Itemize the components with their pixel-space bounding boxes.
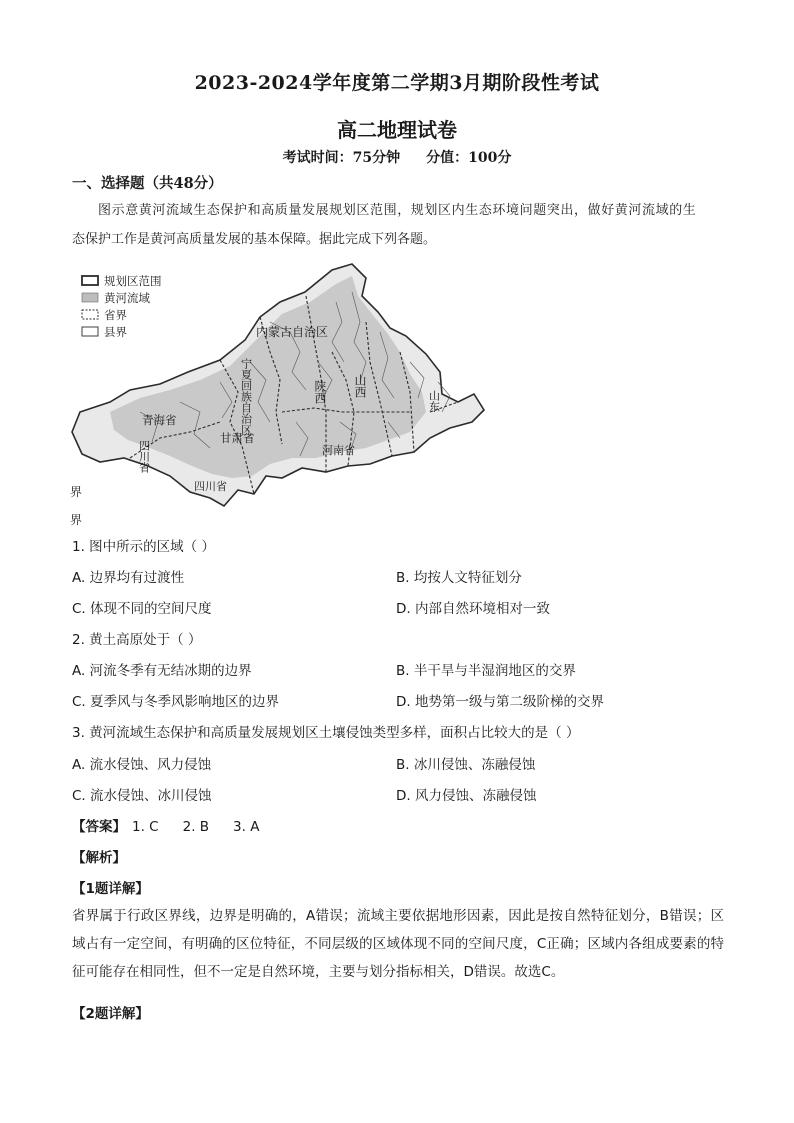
exam-time: 考试时间：75分钟 — [282, 150, 401, 166]
section-title: 一、选择题（共48分） — [72, 175, 223, 192]
answer-2: 2. B — [182, 819, 210, 835]
legend-province: 省界 — [104, 308, 127, 322]
legend-planning-region: 规划区范围 — [104, 274, 162, 288]
label-ningxia: 宁夏回族自治区 — [239, 358, 253, 435]
question-1-option-d[interactable]: D. 内部自然环境相对一致 — [396, 601, 550, 617]
answer-1: 1. C — [132, 819, 159, 835]
intro-line-2: 态保护工作是黄河高质量发展的基本保障。据此完成下列各题。 — [72, 232, 437, 247]
legend-symbol-basin — [82, 293, 98, 302]
answer-3: 3. A — [233, 819, 260, 835]
answer-label: 【答案】 — [72, 819, 126, 835]
question-3-option-b[interactable]: B. 冰川侵蚀、冻融侵蚀 — [396, 757, 536, 773]
label-qinghai: 青海省 — [142, 413, 177, 427]
legend-symbol-province — [82, 310, 98, 319]
label-henan: 河南省 — [322, 444, 355, 457]
question-3-option-a[interactable]: A. 流水侵蚀、风力侵蚀 — [72, 757, 212, 773]
detail-2-label: 【2题详解】 — [72, 1006, 149, 1022]
question-1-option-b[interactable]: B. 均按人文特征划分 — [396, 570, 522, 586]
label-neimenggu: 内蒙古自治区 — [256, 325, 329, 339]
map-legend — [82, 274, 162, 339]
question-3-option-c[interactable]: C. 流水侵蚀、冰川侵蚀 — [72, 788, 212, 804]
label-shaanxi: 陕西 — [313, 380, 327, 404]
label-jie-2: 界 — [70, 513, 83, 527]
label-shandong: 山东 — [427, 390, 441, 412]
yellow-river-map — [70, 262, 490, 527]
exam-title: 2023-2024学年度第二学期3月期阶段性考试 — [194, 72, 600, 94]
label-jie-1: 界 — [70, 485, 83, 499]
intro-line-1: 图示意黄河流域生态保护和高质量发展规划区范围，规划区内生态环境问题突出，做好黄河流域的生 — [98, 203, 697, 218]
label-sichuan-1: 四川省 — [137, 440, 151, 473]
question-1-option-c[interactable]: C. 体现不同的空间尺度 — [72, 601, 212, 617]
label-shanxi: 山西 — [353, 374, 367, 398]
legend-basin: 黄河流域 — [104, 291, 150, 305]
label-sichuan-2: 四川省 — [194, 480, 227, 493]
legend-symbol-county — [82, 327, 98, 336]
question-3-option-d[interactable]: D. 风力侵蚀、冻融侵蚀 — [396, 788, 537, 804]
answer-line — [72, 815, 277, 835]
exam-score: 分值：100分 — [426, 150, 512, 166]
legend-symbol-planning — [82, 276, 98, 285]
analysis-label: 【解析】 — [72, 850, 126, 866]
detail-1-label: 【1题详解】 — [72, 881, 149, 897]
question-2-option-c[interactable]: C. 夏季风与冬季风影响地区的边界 — [72, 694, 280, 710]
legend-county: 县界 — [104, 325, 127, 339]
question-2-stem: 2. 黄土高原处于（ ） — [72, 632, 202, 648]
label-gansu: 甘肃省 — [220, 431, 255, 445]
question-2-option-b[interactable]: B. 半干旱与半湿润地区的交界 — [396, 663, 576, 679]
question-2-option-d[interactable]: D. 地势第一级与第二级阶梯的交界 — [396, 694, 604, 710]
question-2-option-a[interactable]: A. 河流冬季有无结冰期的边界 — [72, 663, 252, 679]
question-3-stem: 3. 黄河流域生态保护和高质量发展规划区土壤侵蚀类型多样，面积占比较大的是（ ） — [72, 725, 580, 741]
detail-1-text: 省界属于行政区界线，边界是明确的，A错误；流域主要依据地形因素，因此是按自然特征划分，B错误；区域占有一定空间，有明确的区位特征，不同层级的区域体现不同的空间尺度，C正确；区域内各组成要素的特征可能存在相同性，但不一定是自然环境，主要与划分指标相关，D错误。故选C。 — [72, 908, 724, 980]
exam-info — [0, 147, 794, 167]
exam-subtitle: 高二地理试卷 — [337, 118, 457, 142]
question-1-stem: 1. 图中所示的区域（ ） — [72, 539, 215, 555]
question-1-option-a[interactable]: A. 边界均有过渡性 — [72, 570, 185, 586]
